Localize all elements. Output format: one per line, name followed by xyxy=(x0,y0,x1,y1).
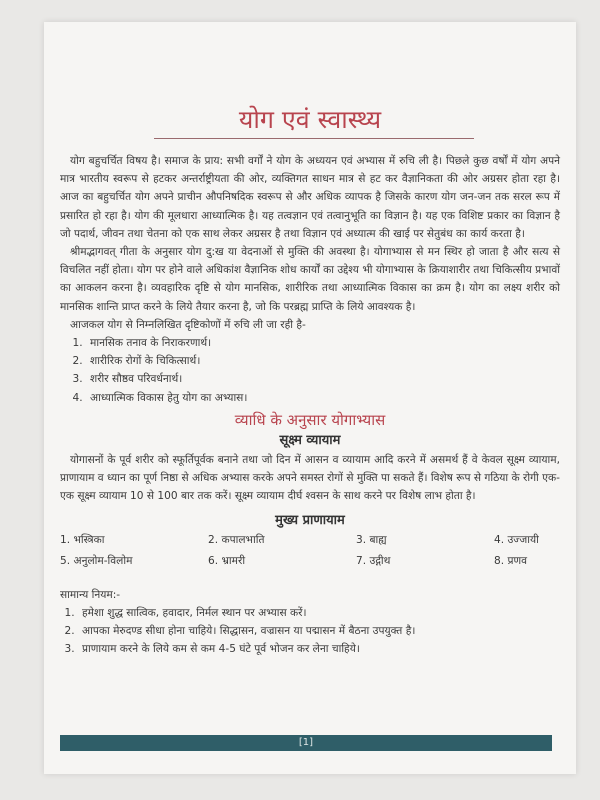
pranayama-item: 6. भ्रामरी xyxy=(208,554,246,567)
pranayama-item: 4. उज्जायी xyxy=(494,534,539,547)
paragraph: आजकल योग से निम्नलिखित दृष्टिकोणों में रुचि ली जा रही है- xyxy=(70,318,306,331)
pranayama-grid xyxy=(60,531,560,569)
rules-list xyxy=(60,604,560,659)
page-title: योग एवं स्वास्थ्य xyxy=(238,105,382,134)
rules-heading: सामान्य नियम:- xyxy=(60,588,121,601)
title-underline xyxy=(154,138,474,139)
pranayama-item: 7. उद्गीथ xyxy=(356,554,391,567)
list-item: 4. आध्यात्मिक विकास हेतु योग का अभ्यास। xyxy=(86,389,560,407)
paragraph: योग बहुचर्चित विषय है। समाज के प्राय: सभी वर्गों ने योग के अध्ययन एवं अभ्यास में रुचि ली है। पिछले कुछ वर्षों में योग अपने मात्र भारतीय स्वरूप से हटकर अन्तर्राष्ट्रीयता की ओर, व्यक्तिगत साधन मात्र से हट कर वैज्ञानिकता की ओर अग्रसर होता रहा है। आज का बहुचर्चित योग अपने प्राचीन औपनिषदिक स्वरूप से और अधिक व्यापक है जिसके कारण योग जन-जन तक सरल रूप में प्रसारित हो रहा है। योग की मूलधारा आध्यात्मिक है। यह तत्वज्ञान एवं तत्वानुभूति का विज्ञान है। यह एक विशिष्ट प्रकार का विज्ञान है जो पदार्थ, जीवन तथा चेतना को एक साथ लेकर अग्रसर है तथा विज्ञान एवं अध्यात्म की खाई पर सेतुबंध का कार्य करता है। xyxy=(60,155,560,240)
rule-item: 1. हमेशा शुद्ध सात्विक, हवादार, निर्मल स्थान पर अभ्यास करें। xyxy=(78,604,560,622)
footer-bar xyxy=(60,735,552,751)
interest-list xyxy=(60,334,560,407)
sukshma-heading: सूक्ष्म व्यायाम xyxy=(279,432,341,448)
rule-item: 3. प्राणायाम करने के लिये कम से कम 4-5 घंटे पूर्व भोजन कर लेना चाहिये। xyxy=(78,640,560,658)
pranayama-item: 3. बाह्य xyxy=(356,534,387,547)
list-item: 2. शारीरिक रोगों के चिकित्सार्थ। xyxy=(86,352,560,370)
page-body xyxy=(60,152,560,659)
list-item: 3. शरीर सौष्ठव परिवर्धनार्थ। xyxy=(86,370,560,388)
pranayama-item: 8. प्रणव xyxy=(494,554,528,567)
paragraph: श्रीमद्भागवत् गीता के अनुसार योग दु:ख या वेदनाओं से मुक्ति की अवस्था है। योगाभ्यास से मन स्थिर हो जाता है और सत्य से विचलित नहीं होता। योग पर होने वाले अधिकांश वैज्ञानिक शोध कार्यों का उद्देश्य भी योगाभ्यास के क्रियाशारीर तथा चिकित्सीय प्रभावों का आकलन करना है। व्यवहारिक दृष्टि से योग मानसिक, शारीरिक तथा आध्यात्मिक विकास का क्रम है। योग का लक्ष्य शरीर को मानसिक शान्ति प्राप्त करने के लिये तैयार करना है, जो कि परब्रह्म प्राप्ति के लिये आवश्यक है। xyxy=(60,246,560,313)
sukshma-paragraph: योगासनों के पूर्व शरीर को स्फूर्तिपूर्वक बनाने तथा जो दिन में आसन व व्यायाम आदि करने में असमर्थ हैं वे केवल सूक्ष्म व्यायाम, प्राणायाम व ध्यान का पूर्ण निष्ठा से अधिक अभ्यास करके अपने समस्त रोगों से मुक्ति पा सकते हैं। विशेष रूप से गठिया के रोगी एक-एक सूक्ष्म व्यायाम 10 से 100 बार तक करें। सूक्ष्म व्यायाम दीर्घ श्वसन के साथ करने पर विशेष लाभ होता है। xyxy=(60,453,560,503)
list-item: 1. मानसिक तनाव के निराकरणार्थ। xyxy=(86,334,560,352)
pranayama-heading: मुख्य प्राणायाम xyxy=(275,513,345,529)
pranayama-item: 2. कपालभाति xyxy=(208,534,265,547)
pranayama-item: 5. अनुलोम-विलोम xyxy=(60,554,133,567)
rule-item: 2. आपका मेरुदण्ड सीधा होना चाहिये। सिद्धासन, वज्रासन या पद्मासन में बैठना उपयुक्त है। xyxy=(78,622,560,640)
section-heading: व्याधि के अनुसार योगाभ्यास xyxy=(234,410,386,429)
page-number: [1] xyxy=(298,737,314,748)
pranayama-item: 1. भस्त्रिका xyxy=(60,534,105,547)
document-page xyxy=(44,22,576,774)
